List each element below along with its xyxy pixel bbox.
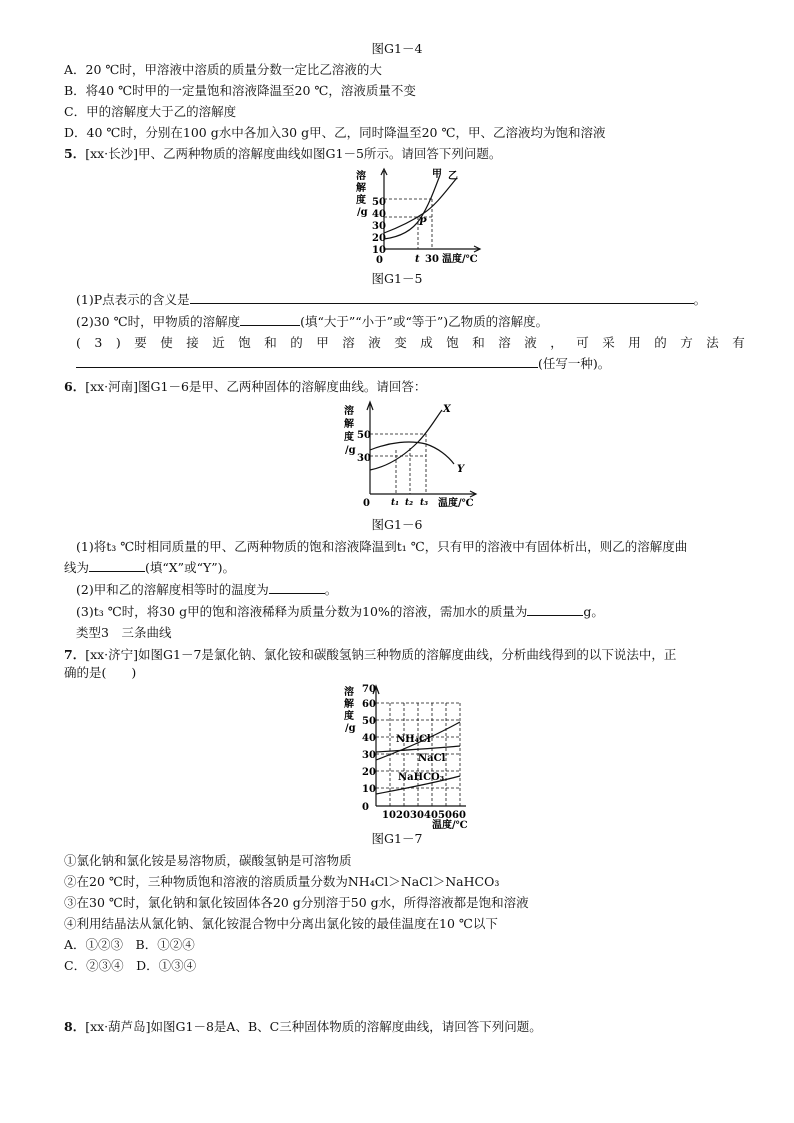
fig7-x-tick-20: 20 [396, 810, 410, 821]
q6-answer-blank-1[interactable] [89, 558, 145, 572]
fig7-x-tick-40: 40 [424, 810, 438, 821]
fig7-y-label-1: 溶 [344, 687, 354, 698]
fig5-label-yi: 乙 [448, 171, 458, 182]
fig6-x-tick-t1: t₁ [391, 498, 400, 508]
q6-stem [64, 378, 426, 396]
fig7-label-nh4cl: NH₄Cl [396, 734, 431, 745]
q6-part-1b-text: 线为 [64, 560, 90, 575]
fig7-y-tick-0: 0 [362, 802, 369, 813]
fig6-y-tick-30: 30 [357, 453, 371, 464]
q6-number: 6． [64, 379, 86, 394]
fig5-y-label-1: 溶 [356, 171, 366, 182]
q7-stem-a [64, 646, 676, 664]
fig7-x-label: 温度/℃ [432, 820, 468, 830]
q5-answer-blank-1[interactable] [190, 290, 694, 304]
q6-part-1b [64, 558, 235, 577]
fig7-x-tick-60: 60 [452, 810, 466, 821]
fig7-y-tick-70: 70 [362, 684, 376, 695]
q6-stem-text: [xx·河南]图G1－6是甲、乙两种固体的溶解度曲线。请回答： [85, 379, 427, 394]
fig7-label-nacl: NaCl [418, 753, 446, 764]
q5-number: 5． [64, 146, 86, 161]
q6-answer-blank-3[interactable] [527, 602, 583, 616]
fig7-y-label-2: 解 [344, 699, 354, 710]
fig7-curve-nacl [376, 746, 460, 752]
q7-statement-4: ④利用结晶法从氯化钠、氯化铵混合物中分离出氯化铵的最佳温度在10 ℃以下 [64, 916, 498, 931]
q5-part-1 [76, 290, 706, 309]
q8-number: 8． [64, 1019, 86, 1034]
q6-part-3-end: g。 [583, 604, 604, 619]
fig7-y-tick-40: 40 [362, 733, 376, 744]
q5-stem-text: [xx·长沙]甲、乙两种物质的溶解度曲线如图G1－5所示。请回答下列问题。 [85, 146, 502, 161]
fig6-x-tick-t3: t₃ [420, 498, 429, 508]
fig5-x-tick-30: 30 [425, 254, 439, 265]
q4-option-b: B．将40 ℃时甲的一定量饱和溶液降温至20 ℃，溶液质量不变 [64, 83, 416, 98]
fig5-point-p: P [419, 217, 427, 228]
fig5-y-label-4: /g [357, 207, 368, 218]
q6-part-1a: (1)将t₃ ℃时相同质量的甲、乙两种物质的饱和溶液降温到t₁ ℃，只有甲的溶液中有固体析出，则乙的溶解度曲 [76, 539, 688, 554]
fig6-label-x: X [443, 404, 451, 415]
fig7-label-nahco3: NaHCO₃ [398, 772, 445, 783]
q6-part-2-end: 。 [324, 582, 338, 597]
fig6-curve-y [370, 442, 454, 464]
fig6-y-label-1: 溶 [344, 406, 354, 417]
q4-option-d: D．40 ℃时，分别在100 g水中各加入30 g甲、乙，同时降温至20 ℃，甲、乙溶液均为饱和溶液 [64, 125, 606, 140]
fig6-curve-x [370, 410, 442, 470]
fig6-y-label-4: /g [345, 445, 356, 456]
q5-part-2-text: (2)30 ℃时，甲物质的溶解度 [76, 314, 241, 329]
fig5-origin: 0 [376, 255, 383, 266]
fig6-y-label [344, 404, 356, 456]
fig5-y-label-2: 解 [356, 183, 366, 194]
q4-option-a: A．20 ℃时，甲溶液中溶质的质量分数一定比乙溶液的大 [64, 62, 382, 77]
fig5-y-tick-30: 30 [372, 221, 386, 232]
q5-answer-blank-3[interactable] [76, 354, 538, 368]
q8-stem-text: [xx·葫芦岛]如图G1－8是A、B、C三种固体物质的溶解度曲线，请回答下列问题。 [85, 1019, 542, 1034]
fig5-y-tick-20: 20 [372, 233, 386, 244]
q8-stem [64, 1018, 542, 1036]
fig6-origin: 0 [363, 498, 370, 509]
q5-part-1-end: 。 [693, 292, 707, 307]
q5-part-1-text: (1)P点表示的含义是 [76, 292, 190, 307]
q5-stem [64, 145, 501, 163]
q6-part-3 [76, 602, 604, 621]
fig7-y-label-3: 度 [344, 711, 354, 722]
fig7-y-label [344, 685, 356, 734]
fig7-x-tick-10: 10 [382, 810, 396, 821]
fig5-y-tick-50: 50 [372, 197, 386, 208]
q6-answer-blank-2[interactable] [269, 580, 325, 594]
q6-part-3-text: (3)t₃ ℃时，将30 g甲的饱和溶液稀释为质量分数为10%的溶液，需加水的质量为 [76, 604, 528, 619]
figure-caption-g1-7: 图G1－7 [371, 831, 423, 846]
figure-g1-6 [340, 398, 490, 514]
q5-part-3a: (3)要使接近饱和的甲溶液变成饱和溶液，可采用的方法有 [76, 335, 759, 350]
fig6-x-tick-t2: t₂ [405, 498, 414, 508]
fig6-y-label-2: 解 [344, 419, 354, 430]
q4-option-c: C．甲的溶解度大于乙的溶解度 [64, 104, 237, 119]
q7-stem-text: [xx·济宁]如图G1－7是氯化钠、氯化铵和碳酸氢钠三种物质的溶解度曲线，分析曲线得到的以下说法中，正 [85, 647, 677, 662]
q7-stem-b: 确的是( ) [64, 665, 137, 680]
figure-caption-g1-4: 图G1－4 [371, 41, 423, 56]
fig7-x-tick-30: 30 [410, 810, 424, 821]
q5-part-3-end: (任写一种)。 [538, 356, 611, 371]
figure-caption-g1-6: 图G1－6 [371, 517, 423, 532]
fig5-label-jia: 甲 [432, 169, 442, 180]
fig7-y-tick-10: 10 [362, 784, 376, 795]
figure-g1-7 [338, 682, 478, 830]
fig6-y-label-3: 度 [344, 432, 354, 443]
q7-statement-1: ①氯化钠和氯化铵是易溶物质，碳酸氢钠是可溶物质 [64, 853, 352, 868]
q6-part-2-text: (2)甲和乙的溶解度相等时的温度为 [76, 582, 269, 597]
q7-number: 7． [64, 647, 86, 662]
q5-answer-blank-2[interactable] [240, 312, 300, 326]
fig7-y-tick-30: 30 [362, 750, 376, 761]
fig6-x-label: 温度/℃ [438, 498, 474, 509]
fig5-x-label: 温度/℃ [442, 254, 478, 265]
fig7-y-tick-50: 50 [362, 716, 376, 727]
fig7-y-tick-20: 20 [362, 767, 376, 778]
q6-part-2 [76, 580, 337, 599]
q7-options-ab: A．①②③ B．①②④ [64, 937, 195, 952]
fig5-y-label-3: 度 [356, 195, 366, 206]
fig5-x-tick-t: t [415, 254, 420, 265]
q5-part-3b [76, 354, 610, 373]
section-heading-type-3: 类型3 三条曲线 [76, 625, 172, 640]
figure-g1-5 [352, 165, 492, 269]
figure-caption-g1-5: 图G1－5 [371, 271, 423, 286]
q7-options-cd: C．②③④ D．①③④ [64, 958, 197, 973]
q5-part-2-end: (填“大于”“小于”或“等于”)乙物质的溶解度。 [300, 314, 549, 329]
fig5-y-label [356, 169, 368, 218]
q7-statement-3: ③在30 ℃时，氯化钠和氯化铵固体各20 g分别溶于50 g水，所得溶液都是饱和溶液 [64, 895, 529, 910]
fig7-x-tick-50: 50 [438, 810, 452, 821]
fig6-y-tick-50: 50 [357, 430, 371, 441]
fig6-label-y: Y [457, 464, 465, 475]
q7-statement-2: ②在20 ℃时，三种物质饱和溶液的溶质质量分数为NH₄Cl＞NaCl＞NaHCO₃ [64, 874, 500, 889]
q6-part-1c-text: (填“X”或“Y”)。 [145, 560, 235, 575]
fig5-y-tick-10: 10 [372, 245, 386, 256]
fig5-y-tick-40: 40 [372, 209, 386, 220]
fig7-y-label-4: /g [345, 723, 356, 734]
q5-part-2 [76, 312, 548, 331]
fig7-y-tick-60: 60 [362, 699, 376, 710]
